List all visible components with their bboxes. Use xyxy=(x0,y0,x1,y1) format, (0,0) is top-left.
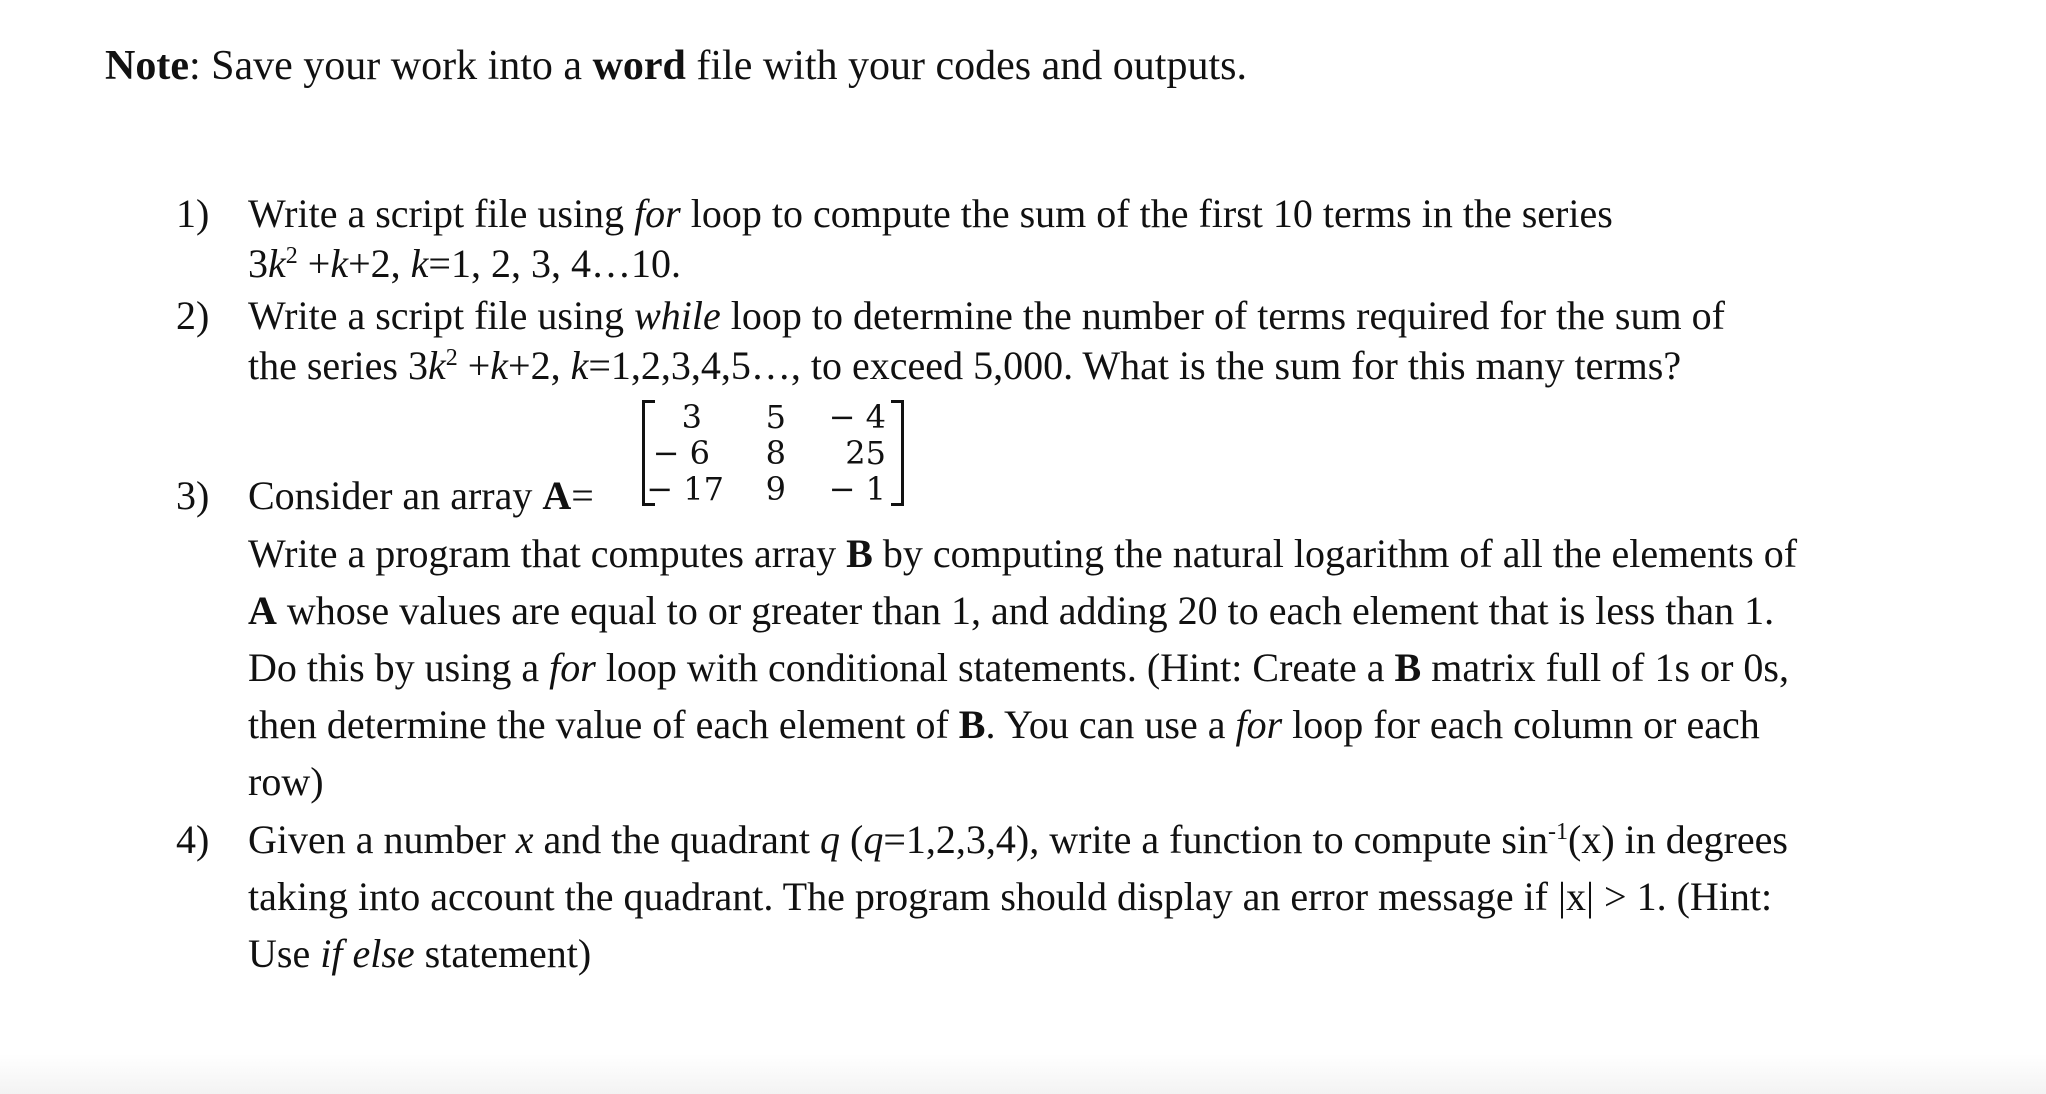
q4-var-x: x xyxy=(515,817,534,862)
q3-array-name: A xyxy=(542,473,572,518)
matrix-cell-2-0: − 17 xyxy=(646,470,724,508)
q2-var-k-2: k xyxy=(490,343,509,388)
q2-var-k: k xyxy=(427,343,446,388)
q3-l5-loop-keyword: for xyxy=(1235,702,1283,747)
question-3-line-5 xyxy=(248,701,1760,748)
q1-const: +2, xyxy=(348,241,411,286)
question-4-line-3 xyxy=(248,930,591,977)
matrix-cell-1-0: − 6 xyxy=(652,434,710,472)
q4-text-end: (x) in degrees xyxy=(1568,817,1788,862)
q3-l5-text-end: loop for each column or each xyxy=(1282,702,1760,747)
q2-const: +2, xyxy=(508,343,571,388)
q4-var-q: q xyxy=(820,817,841,862)
question-3-line-6: row) xyxy=(248,759,324,804)
q4-else-keyword: else xyxy=(352,931,415,976)
q3-text: Consider an array xyxy=(248,473,543,518)
q2-var-k-3: k xyxy=(570,343,589,388)
q3-l4-bold: B xyxy=(1394,645,1422,690)
q3-l5-text-cont: . You can use a xyxy=(985,702,1236,747)
q2-loop-keyword: while xyxy=(634,293,721,338)
q4-text-cont: and the quadrant xyxy=(533,817,821,862)
q4-space xyxy=(342,931,352,976)
q3-l4-loop-keyword: for xyxy=(549,645,596,690)
question-1-line-1 xyxy=(248,190,1613,237)
bottom-fade xyxy=(0,1054,2046,1094)
q1-plus: + xyxy=(297,241,331,286)
q2-series-label: the series 3 xyxy=(248,343,428,388)
q3-equals: = xyxy=(571,473,594,518)
q2-text-cont: loop to determine the number of terms required for the sum of xyxy=(720,293,1725,338)
q3-l3-bold: A xyxy=(248,588,277,633)
q4-var-q-2: q xyxy=(863,817,884,862)
q3-l2-bold: B xyxy=(846,531,873,576)
matrix-a xyxy=(642,396,904,506)
matrix-cell-1-2: 25 xyxy=(845,434,886,472)
q1-text-cont: loop to compute the sum of the first 10 terms in the series xyxy=(680,191,1613,236)
q1-var-k: k xyxy=(268,241,286,286)
question-3-line-1 xyxy=(248,472,594,519)
question-3-line-3 xyxy=(248,587,1774,634)
question-2-number: 2) xyxy=(176,293,210,338)
q2-text: Write a script file using xyxy=(248,293,635,338)
q3-l4-text-end: matrix full of 1s or 0s, xyxy=(1421,645,1789,690)
q3-l5-text: then determine the value of each element of xyxy=(248,702,959,747)
note-label: Note xyxy=(105,43,189,89)
q4-paren: ( xyxy=(840,817,864,862)
note-bold-word: word xyxy=(592,43,686,89)
q4-text-mid: =1,2,3,4), write a function to compute sin xyxy=(883,817,1549,862)
q3-l2-text: Write a program that computes array xyxy=(248,531,847,576)
q2-range: =1,2,3,4,5…, to exceed 5,000. What is the sum for this many terms? xyxy=(588,343,1682,388)
q1-var-k-2: k xyxy=(330,241,349,286)
q4-text: Given a number xyxy=(248,817,516,862)
q4-if-keyword: if xyxy=(320,931,343,976)
q3-l5-bold: B xyxy=(958,702,986,747)
question-3-line-2 xyxy=(248,530,1797,577)
question-3-line-4 xyxy=(248,644,1789,691)
q3-l2-text-cont: by computing the natural logarithm of all the elements of xyxy=(872,531,1798,576)
q3-l3-text: whose values are equal to or greater than 1, and adding 20 to each element that is less than 1. xyxy=(276,588,1775,633)
q1-range: =1, 2, 3, 4…10. xyxy=(428,241,681,286)
matrix-cell-0-2: − 4 xyxy=(828,398,886,436)
question-4-number: 4) xyxy=(176,817,210,862)
matrix-right-bracket xyxy=(891,400,904,506)
q1-coef: 3 xyxy=(248,241,268,286)
matrix-cell-0-1: 5 xyxy=(765,398,786,436)
matrix-cell-1-1: 8 xyxy=(765,434,786,472)
q4-exponent: -1 xyxy=(1548,819,1569,845)
note-line xyxy=(105,38,1247,94)
q1-var-k-3: k xyxy=(410,241,429,286)
matrix-cell-2-2: − 1 xyxy=(828,470,886,508)
note-text-after: file with your codes and outputs. xyxy=(685,43,1247,89)
q2-exponent: 2 xyxy=(445,345,458,371)
q4-l3-text-end: statement) xyxy=(414,931,592,976)
q1-exponent: 2 xyxy=(285,243,298,269)
question-3-number: 3) xyxy=(176,473,210,518)
question-1-number: 1) xyxy=(176,191,210,236)
question-4-line-2: taking into account the quadrant. The program should display an error message if |x| > 1. (Hint: xyxy=(248,874,1773,919)
q1-text: Write a script file using xyxy=(248,191,635,236)
q4-l3-text: Use xyxy=(248,931,321,976)
question-4-line-1 xyxy=(248,816,1788,863)
note-text-before: : Save your work into a xyxy=(188,43,593,89)
q3-l4-text-cont: loop with conditional statements. (Hint: Create a xyxy=(595,645,1395,690)
q3-l4-text: Do this by using a xyxy=(248,645,550,690)
matrix-cell-2-1: 9 xyxy=(765,470,786,508)
question-2-line-2 xyxy=(248,342,1681,389)
question-1-line-2 xyxy=(248,240,681,287)
q1-loop-keyword: for xyxy=(634,191,681,236)
matrix-cell-0-0: 3 xyxy=(681,398,702,436)
q2-plus: + xyxy=(457,343,491,388)
question-2-line-1 xyxy=(248,292,1725,339)
